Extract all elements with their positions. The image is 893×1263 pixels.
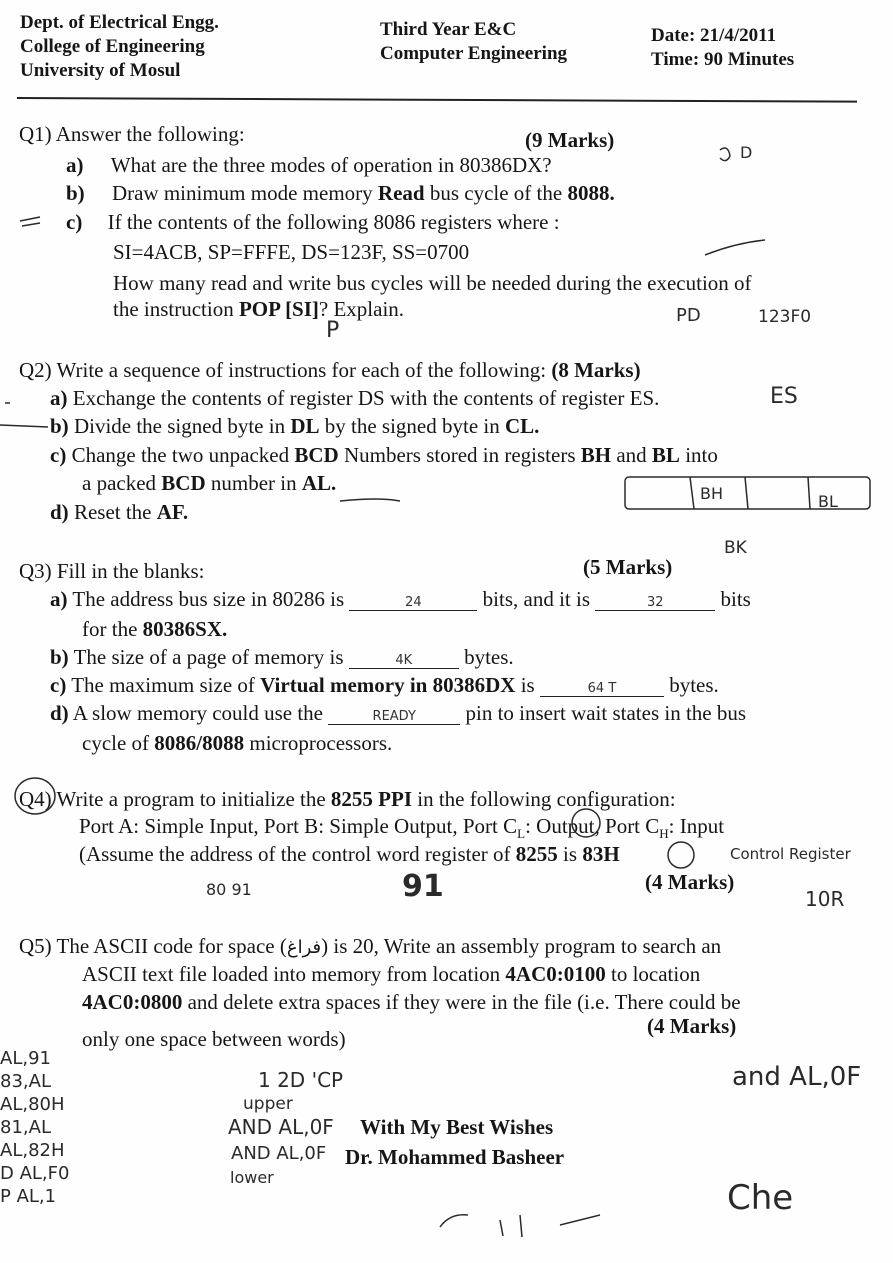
hw-left-column <box>0 1047 69 1208</box>
course-header <box>380 18 567 66</box>
q3-a: a) The address bus size in 80286 is 24 bits, and it is 32 bits <box>50 587 751 611</box>
q1-title: Q1) Answer the following: <box>19 122 245 146</box>
exam-time: Time: 90 Minutes <box>651 49 795 70</box>
hw-q5-lower: lower <box>230 1168 274 1187</box>
q3-d: d) A slow memory could use the READY pin to insert wait states in the bus <box>50 701 747 725</box>
hw-q1-d: D <box>740 143 753 162</box>
q1-c-registers: SI=4ACB, SP=FFFE, DS=123F, SS=0700 <box>113 240 470 264</box>
q2-left-dash <box>0 403 48 427</box>
hw-q2-bh: BH <box>700 484 724 503</box>
header-divider <box>17 97 857 103</box>
q3-c-blank[interactable]: 64 T <box>540 682 664 697</box>
q2-c: c) Change the two unpacked BCD Numbers stored in registers BH and BL into <box>50 443 718 467</box>
q1-c: c) If the contents of the following 8086 registers where : <box>66 210 560 234</box>
q3-a-blank-2[interactable]: 32 <box>595 596 715 611</box>
q5-line3: 4AC0:0800 and delete extra spaces if they were in the file (i.e. There could be <box>82 990 741 1014</box>
hw-q4-control: Control Register <box>730 845 851 863</box>
q3-b: b) The size of a page of memory is 4K bytes. <box>50 645 514 669</box>
q5-line4: only one space between words) <box>82 1027 346 1051</box>
bcd-divider-2 <box>745 477 748 509</box>
hw-left-line: AL,80H <box>0 1094 65 1115</box>
q2-a: a) Exchange the contents of register DS with the contents of register ES. <box>50 386 660 410</box>
hw-left-line: AL,82H <box>0 1140 65 1161</box>
q5-line1: Q5) The ASCII code for space (فراغ) is 20, Write an assembly program to search an <box>19 934 722 958</box>
bcd-divider-3 <box>808 477 810 509</box>
hw-q1-p: P <box>326 318 340 343</box>
q1-c-line4: the instruction POP [SI]? Explain. <box>113 297 405 321</box>
bottom-strokes <box>440 1215 600 1237</box>
bcd-divider-1 <box>690 477 694 509</box>
hw-left-line: 83,AL <box>0 1071 51 1092</box>
q3-d-line2: cycle of 8086/8088 microprocessors. <box>82 731 393 755</box>
q2-c-line2: a packed BCD number in AL. <box>82 471 337 495</box>
dept-name: Dept. of Electrical Engg. <box>20 12 219 33</box>
year-label: Third Year E&C <box>380 19 517 40</box>
exam-date: Date: 21/4/2011 <box>651 25 777 46</box>
hw-q5-12d: 1 2D 'CP <box>258 1068 344 1092</box>
q3-a-blank-1[interactable]: 24 <box>349 596 477 611</box>
hw-left-line: P AL,1 <box>0 1186 57 1207</box>
q4-assume: (Assume the address of the control word register of 8255 is 83H <box>79 842 620 866</box>
q1-a: a) What are the three modes of operation in 80386DX? <box>66 153 552 177</box>
hw-left-line: AL,91 <box>0 1048 51 1069</box>
dept-header <box>20 11 219 83</box>
hw-q2-es: ES <box>770 384 798 409</box>
university-name: University of Mosul <box>20 60 181 81</box>
college-name: College of Engineering <box>20 36 205 57</box>
q3-a-line2: for the 80386SX. <box>82 617 228 641</box>
q4-ports: Port A: Simple Input, Port B: Simple Output, Port $C_L$: Output, Port $C_H$: Input <box>79 814 725 842</box>
hw-q4-80: 80 91 <box>206 880 252 899</box>
q4-title: Q4) Write a program to initialize the 8255 PPI in the following configuration: <box>19 787 676 811</box>
q3-b-blank[interactable]: 4K <box>349 654 459 669</box>
q5-marks: (4 Marks) <box>647 1014 737 1038</box>
hw-q4-or: 10R <box>805 887 845 911</box>
wishes-text: With My Best Wishes <box>360 1115 554 1139</box>
q1-margin-scribble <box>705 148 765 255</box>
hw-q2-bk: BK <box>724 538 747 558</box>
q1-b: b) Draw minimum mode memory Read bus cycle of the 8088. <box>66 181 615 205</box>
hw-q1-pd: PD <box>676 305 701 326</box>
hw-q5-and3: and AL,0F <box>732 1062 862 1092</box>
q4-circle-83h <box>668 842 694 868</box>
q2-d: d) Reset the AF. <box>50 500 189 524</box>
q1-c-line3: How many read and write bus cycles will be needed during the execution of <box>113 271 752 295</box>
hw-q1-123f: 123F0 <box>758 307 812 327</box>
q1-left-marks <box>20 217 40 226</box>
q3-marks: (5 Marks) <box>583 555 673 579</box>
hw-q5-che: Che <box>727 1178 794 1218</box>
q2-underline-al <box>340 499 400 501</box>
q3-d-blank[interactable]: READY <box>328 710 460 725</box>
q5-line2: ASCII text file loaded into memory from location 4AC0:0100 to location <box>82 962 701 986</box>
course-name: Computer Engineering <box>380 43 568 64</box>
hw-q5-upper: upper <box>243 1094 293 1114</box>
q3-title: Q3) Fill in the blanks: <box>19 559 205 583</box>
q3-c: c) The maximum size of Virtual memory in 80386DX is 64 T bytes. <box>50 673 719 697</box>
q1-marks: (9 Marks) <box>525 128 615 152</box>
hw-q4-91: 91 <box>402 869 444 904</box>
hw-q2-bl: BL <box>818 492 838 511</box>
exam-info <box>651 24 794 72</box>
q2-b: b) Divide the signed byte in DL by the signed byte in CL. <box>50 414 540 438</box>
hw-left-line: 81,AL <box>0 1117 51 1138</box>
hw-left-line: D AL,F0 <box>0 1163 70 1184</box>
hw-q5-and2: AND AL,0F <box>231 1143 327 1164</box>
q2-title: Q2) Write a sequence of instructions for each of the following: (8 Marks) <box>19 358 641 382</box>
q4-marks: (4 Marks) <box>645 870 735 894</box>
signature-name: Dr. Mohammed Basheer <box>345 1145 565 1169</box>
hw-q5-and1: AND AL,0F <box>228 1115 334 1139</box>
